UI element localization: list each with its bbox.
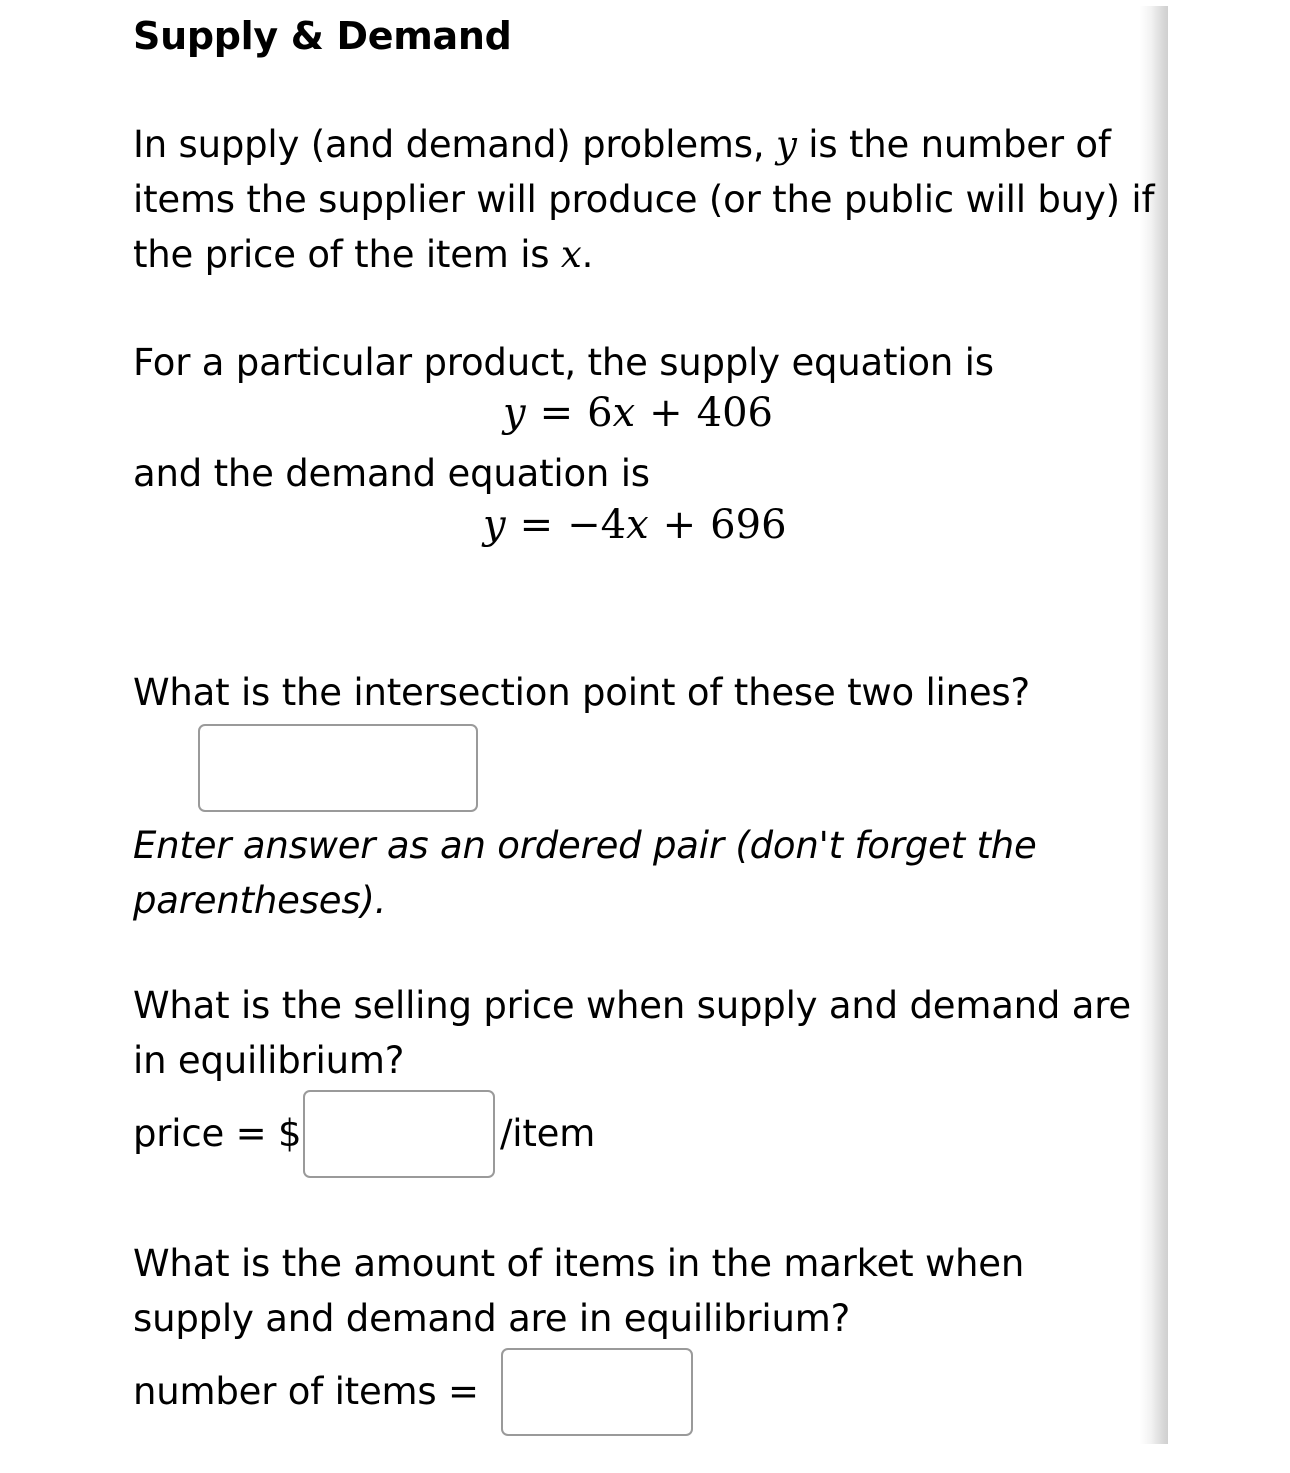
page-title: Supply & Demand (133, 14, 512, 58)
items-label: number of items = (133, 1370, 479, 1413)
demand-var: x (626, 502, 649, 548)
supply-lhs: y (503, 390, 526, 436)
intro-text-1: In supply (and demand) problems, (133, 123, 776, 166)
demand-plus: + (662, 502, 697, 548)
supply-coef: 6 (587, 390, 613, 436)
items-question: What is the amount of items in the market when supply and demand are in equilibrium? (133, 1242, 1025, 1340)
intro-text-3: . (581, 233, 594, 276)
intro-var-y: y (775, 123, 797, 166)
items-input[interactable] (501, 1348, 693, 1436)
supply-lead: For a particular product, the supply equation is (133, 341, 994, 384)
price-unit: /item (500, 1112, 596, 1155)
supply-eq-sign: = (539, 390, 574, 436)
price-question: What is the selling price when supply and demand are in equilibrium? (133, 984, 1131, 1082)
price-input[interactable] (303, 1090, 495, 1178)
demand-equation (483, 502, 787, 548)
demand-lead: and the demand equation is (133, 452, 650, 495)
supply-const: 406 (696, 390, 774, 436)
demand-coef: −4 (567, 502, 627, 548)
intersection-hint: Enter answer as an ordered pair (don't forget the parentheses). (133, 824, 1037, 922)
supply-plus: + (649, 390, 683, 436)
demand-const: 696 (710, 502, 787, 548)
demand-eq-sign: = (519, 502, 554, 548)
intersection-input[interactable] (198, 724, 478, 812)
supply-equation (503, 390, 773, 436)
price-label: price = $ (133, 1112, 302, 1155)
intro-var-x: x (560, 233, 582, 276)
intro-text-2: is the number of items the supplier will produce (or the public will buy) if the price of the item is (133, 123, 1155, 276)
demand-lhs: y (483, 502, 506, 548)
intro-paragraph (133, 117, 1173, 282)
supply-var: x (612, 390, 636, 436)
intersection-question: What is the intersection point of these two lines? (133, 671, 1030, 714)
